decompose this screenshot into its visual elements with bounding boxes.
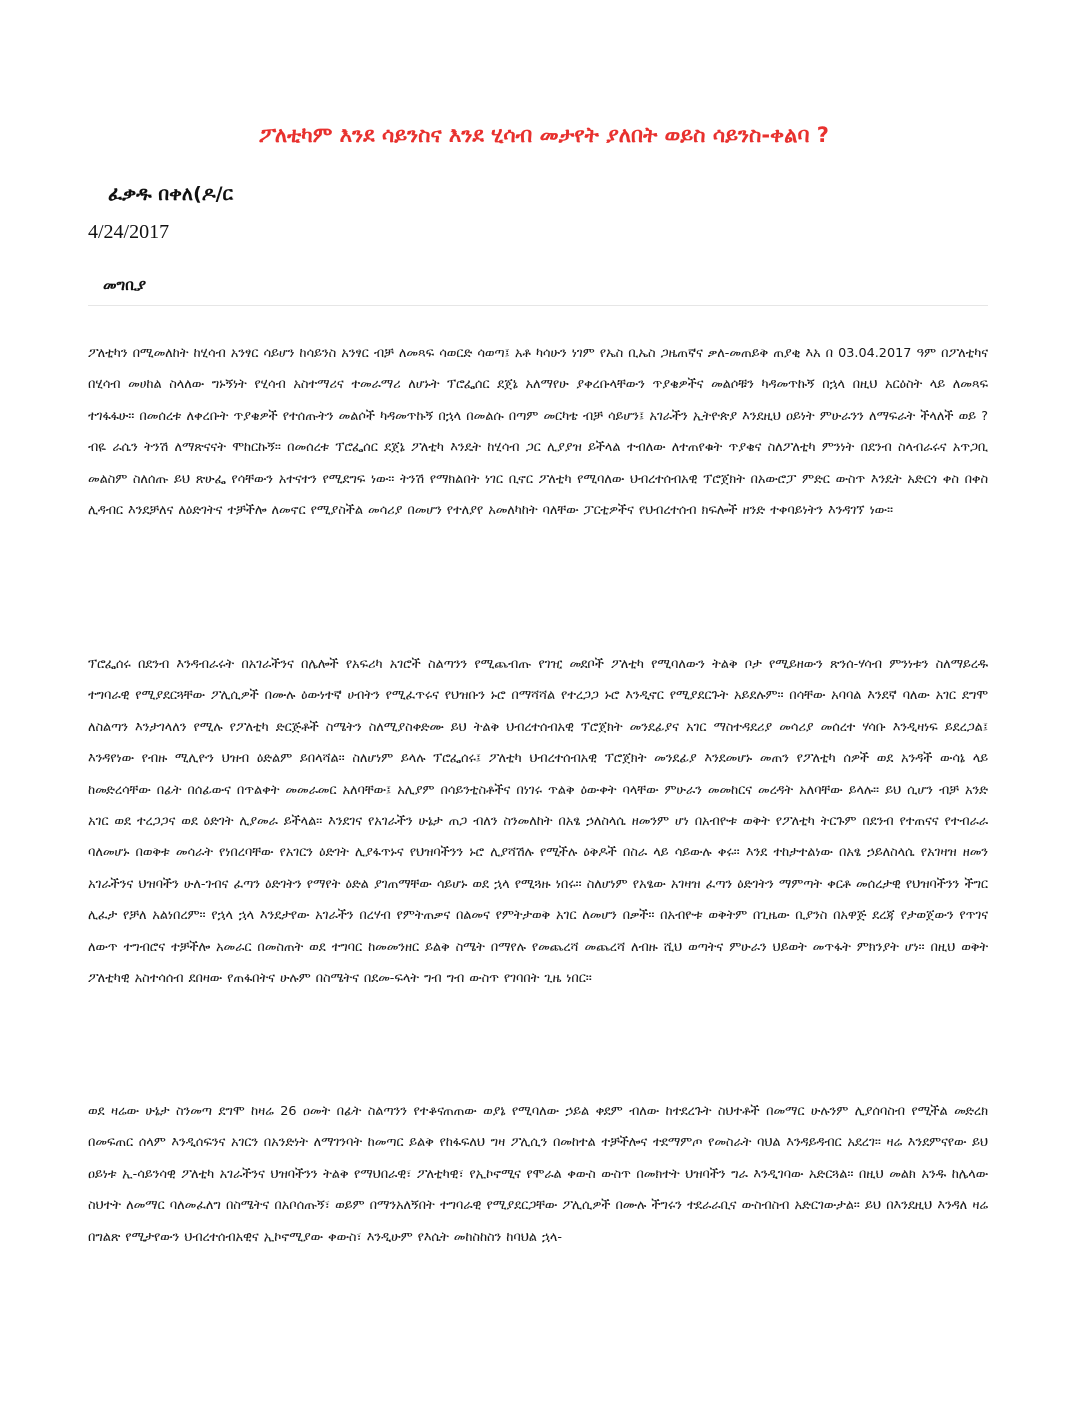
paragraph-1: ፖለቲካን በሚመለከት ከሂሳብ አንፃር ሳይሆን ከሳይንስ አንፃር ብቻ ለመጻፍ ሳወርድ ሳወጣ፤ አቶ ካሳሁን ነገም የኤስ ቢኤስ ጋዜጠኛና ቃለ-መጠይቅ ጠያቂ እአ በ 03.04.2017 ዓም በፖለቲካና በሂሳብ መሀከል ስላለው ግኑኝነት የሂሳብ አስተማሪና ተመራማሪ ለሆኑት ፕሮፌሰር ደጀኔ አለማየሁ ያቀረቡላቸውን ጥያቄዎችና መልሶቹን ካዳመጥኩኝ በኋላ በዚህ አርዕስት ላይ ለመጻፍ ተገፋፋሁ። በመሰረቱ ለቀረቡት ጥያቄዎች የተሰጡትን መልሶች ካዳመጥኩኝ በኋላ በመልሱ በጣም መርካቴ ብቻ ሳይሆን፤ አገራችን ኢትዮጵያ እንደዚህ ዐይነት ምሁራንን ለማፍራት ችላለች ወይ ? ብዬ ራሴን ትንሽ ለማጽናናት ሞከርኩኝ። በመሰረቱ ፕሮፌሰር ደጀኔ ፖለቲካ እንዴት ከሂሳብ ጋር ሊያያዝ ይችላል ተብለው ለተጠየቁት ጥያቄና ስለፖለቲካ ምንነት በደንብ ስላብራሩና አጥጋቢ መልስም ስለሰጡ ይህ ጽሁፌ የሳቸውን አተናተን የሚደግፍ ነው። ትንሽ የማክልበት ነገር ቢኖር ፖለቲካ የሚባለው ህብረተሰብአዊ ፕሮጀክት በአውሮፓ ምድር ውስጥ እንዴት አድርጎ ቀስ በቀስ ሊዳብር እንደቻለና ለዕድገትና ተቻችሎ ለመኖር የሚያስችል መሳሪያ በመሆን የተለያየ አመለካከት ባለቸው ፓርቲዎችና የህብረተሰብ ክፍሎች ዘንድ ተቀባይነትን እንዳገኘ ነው። (88, 346, 988, 519)
section-heading: መግቢያ (103, 276, 147, 294)
publication-date: 4/24/2017 (88, 221, 170, 243)
paragraph-3: ወደ ዛሬው ሁኔታ ስንመጣ ደግሞ ከዛሬ 26 ዐመት በፊት ስልጣንን የተቆናጠጠው ወያኔ የሚባለው ኃይል ቀደም ብለው ከተደረጉት ስህተቶች በመማር ሁሉንም ሊያሰባስብ የሚችል መድረክ በመፍጠር ሰላም እንዲሰፍንና አገርን በአንድነት ለማገንባት ከመጣር ይልቅ የከፋፍለህ ግዛ ፖሊሲን በመከተል ተቻችሎና ተደማምጦ የመስራት ባህል እንዳይዳብር አደረገ። ዛሬ እንደምናየው ይህ ዐይነቱ ኢ-ሳይንሳዊ ፖለቲካ አገራችንና ህዝባችንን ትልቅ የማህበራዊ፣ ፖለቲካዊ፣ የኢኮኖሚና የሞራል ቀውስ ውስጥ በመክተት ህዝባችን ግራ እንዲገባው አድርጓል። በዚህ መልክ አንዱ ከሌላው ስህተት ለመማር ባለመፈለግ በስሜትና በአቦሰጡኝ፣ ወይም በማንአለኝበት ተግባራዊ የሚያደርጋቸው ፖሊሲዎች በሙሉ ችግሩን ተደራራቢና ውስብስብ አድርገውታል። ይህ በእንደዚህ እንዳለ ዛሬ በግልጽ የሚታየውን ህብረተሰብአዊና ኢኮኖሚያው ቀውስ፣ እንዲሁም የእሴት መከስከስን ከባህል ኋላ- (88, 1104, 988, 1245)
document-title: ፖለቲካም እንደ ሳይንስና እንደ ሂሳብ መታየት ያለበት ወይስ ሳይንስ-ቀልባ ? (259, 123, 829, 147)
paragraph-2: ፕሮፌሰሩ በደንብ እንዳብራሩት በአገራችንና በሌሎች የአፍሪካ አገሮች ስልጣንን የሚጨብጡ የገዢ መደቦች ፖለቲካ የሚባለውን ትልቅ ቦታ የሚይዘውን ጽንሰ-ሃሳብ ምንነቱን ስለማይረዱ ተግባራዊ የሚያደርጓቸው ፖሊሲዎች በሙሉ ዕውነተኛ ሀብትን የሚፈጥሩና የህዝቡን ኑሮ በማሻሻል የተረጋጋ ኑሮ እንዲኖር የሚያደርጉት አይደሉም። በሳቸው አባባል እንደኛ ባለው አገር ደግሞ ለስልጣን እንታገላለን የሚሉ የፖለቲካ ድርጅቶች ስሜትን ስለሚያስቀድሙ ይህ ትልቅ ህብረተሰብአዊ ፕሮጀክት መንደፊያና አገር ማስተዳደሪያ መሳሪያ መሰረተ ሃሳቡ እንዲዛነፍ ይደረጋል፤ እንዳየነው የብዙ ሚሊዮን ህዝብ ዕድልም ይበላሻል። ስለሆነም ይላሉ ፕሮፌሰሩ፤ ፖለቲካ ህብረተሰብአዊ ፕሮጀክት መንደፊያ እንደመሆኑ መጠን የፖለቲካ ሰዎች ወደ አንዳች ውሳኔ ላይ ከመድረሳቸው በፊት በሰፊውና በጥልቀት መመራመር አለባቸው፤ አሊያም በሳይንቲስቶችና በነገሩ ጥልቅ ዕውቀት ባላቸው ምሁራን መመከርና መረዳት አለባቸው ይላሉ። ይህ ሲሆን ብቻ አንድ አገር ወደ ተረጋጋና ወደ ዕድገት ሊያመራ ይችላል። እንደገና የአገራችን ሁኔታ ጠጋ ብለን ስንመለከት በአፄ ኃለስላሴ ዘመንም ሆነ በአብዮቱ ወቅት የፖለቲካ ትርጉም በደንብ የተጠናና የተብራራ ባለመሆኑ በወቅቱ መሳራት የነበረባቸው የአገርን ዕድገት ሊያፋጥኑና የህዝባችንን ኑሮ ሊያሻሽሉ የሚችሉ ዕቅዶች በስራ ላይ ሳይውሉ ቀሩ። እንደ ተከታተልነው በአፄ ኃይለስላሴ የአገዛዝ ዘመን አገራችንና ህዝባችን ሁለ-ገብና ፈጣን ዕድገትን የማየት ዕድል ያገጠማቸው ሳይሆኑ ወደ ኋላ የሚጓዙ ነበሩ። ስለሆነም የአፄው አገዛዝ ፈጣን ዕድገትን ማምጣት ቀርቶ መሰረታዊ የህዝባችንን ችግር ሊፈታ የቻለ አልነበረም። የኋላ ኋላ እንደታየው አገራችን በረሃብ የምትጠቃና በልመና የምትታወቅ አገር ለመሆን በቃች። በአብዮቱ ወቅትም በጊዜው ቢያንስ በአዋጅ ደረጃ የታወጀውን የጥገና ለውጥ ተግብሮና ተቻችሎ አመራር በመስጠት ወደ ተግባር ከመመንዘር ይልቅ ስሜት በማየሉ የመጨረሻ መጨረሻ ለብዙ ሺህ ወጣትና ምሁራን ህይወት መጥፋት ምክንያት ሆነ። በዚህ ወቅት ፖለቲካዊ አስተሳሰብ ደበዛው የጠፋበትና ሁሉም በስሜትና በደመ-ፍላት ግብ ግብ ውስጥ የገባበት ጊዜ ነበር። (88, 657, 988, 987)
author-name: ፈቃዱ በቀለ(ዶ/ር (108, 183, 234, 205)
section-divider (88, 305, 988, 306)
